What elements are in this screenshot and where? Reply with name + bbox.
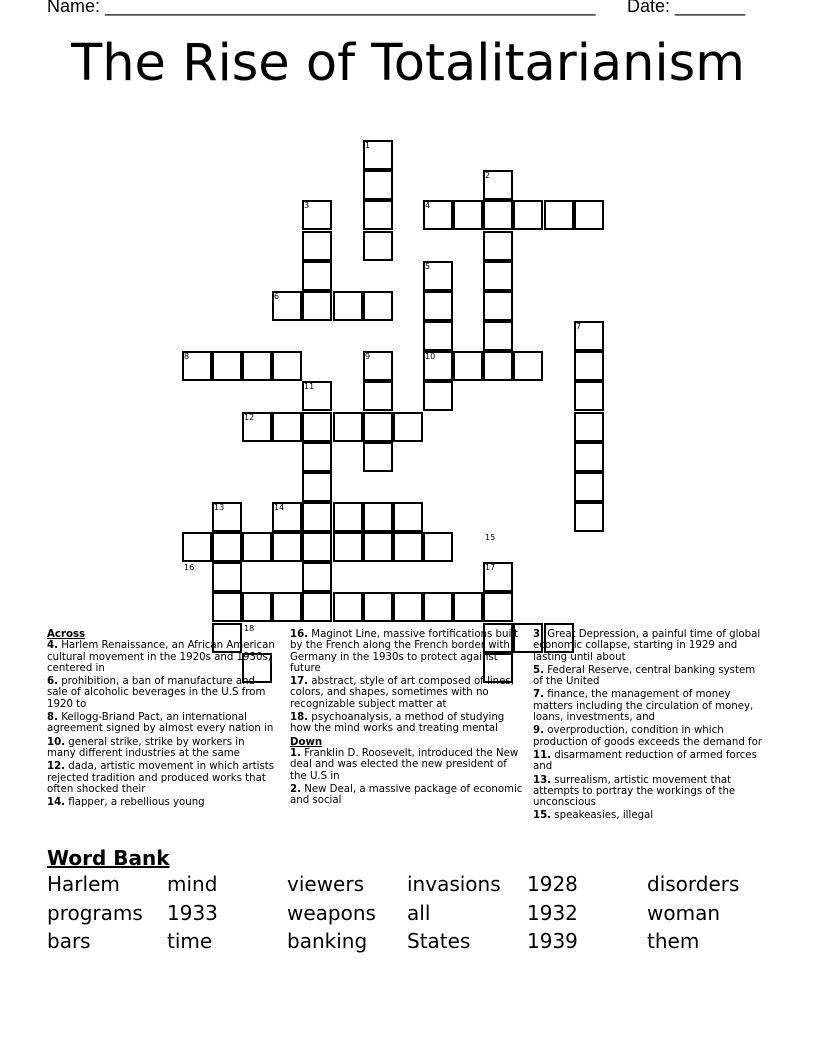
grid-cell[interactable] (393, 412, 423, 442)
clue-text: disarmament reduction of armed forces and (533, 749, 757, 773)
clues-column-3 (533, 629, 767, 824)
grid-cell[interactable] (453, 592, 483, 622)
grid-cell[interactable] (574, 502, 604, 532)
grid-cell[interactable] (363, 592, 393, 622)
grid-cell[interactable] (423, 532, 453, 562)
word-bank-title: Word Bank (47, 846, 170, 870)
word-bank-word: invasions (407, 872, 501, 896)
clue (290, 784, 524, 807)
clue-number-label: 8. (47, 712, 58, 724)
grid-cell[interactable] (272, 412, 302, 442)
grid-cell[interactable] (302, 472, 332, 502)
word-bank-word: programs (47, 901, 143, 925)
grid-cell[interactable] (483, 592, 513, 622)
clue-number: 1 (365, 141, 371, 150)
grid-cell[interactable] (393, 532, 423, 562)
clue (290, 629, 524, 674)
grid-cell[interactable] (333, 412, 363, 442)
clue-text: abstract, style of art composed of lines, colors, and shapes, sometimes with no recognizable subject matter at (290, 676, 514, 710)
clue (533, 665, 767, 688)
grid-cell[interactable] (242, 532, 272, 562)
page-title: The Rise of Totalitarianism (71, 34, 745, 93)
grid-cell[interactable] (272, 532, 302, 562)
clue (290, 712, 524, 735)
grid-cell[interactable] (363, 532, 393, 562)
clue-number-label: 13. (533, 774, 552, 786)
clue-number: 18 (244, 624, 255, 633)
grid-cell[interactable] (302, 502, 332, 532)
grid-cell[interactable] (544, 200, 574, 230)
grid-cell[interactable] (363, 442, 393, 472)
word-bank-word: all (407, 901, 431, 925)
grid-cell[interactable] (212, 562, 242, 592)
clue (533, 689, 767, 723)
clue-number: 7 (576, 322, 582, 331)
grid-cell[interactable] (302, 562, 332, 592)
clue-number-label: 18. (290, 712, 309, 724)
grid-cell[interactable] (212, 592, 242, 622)
grid-cell[interactable] (513, 200, 543, 230)
clue-number: 13 (214, 503, 225, 512)
grid-cell[interactable] (423, 291, 453, 321)
grid-cell[interactable] (363, 502, 393, 532)
clue-text: psychoanalysis, a method of studying how the mind works and treating mental (290, 712, 505, 735)
grid-cell[interactable] (574, 442, 604, 472)
grid-cell[interactable] (302, 532, 332, 562)
clue (290, 676, 524, 710)
grid-cell[interactable] (363, 291, 393, 321)
clue-text: finance, the management of money matters including the circulation of money, loans, investments, and (533, 689, 754, 724)
word-bank-word: 1928 (527, 872, 578, 896)
grid-cell[interactable] (574, 381, 604, 411)
grid-cell[interactable] (483, 321, 513, 351)
word-bank-word: 1933 (167, 901, 218, 925)
clues-column-2 (290, 629, 524, 808)
clue-text: flapper, a rebellious young (65, 797, 205, 809)
clue (533, 775, 767, 809)
clue-number-label: 15. (533, 810, 552, 822)
grid-cell[interactable] (272, 592, 302, 622)
clue-text: Great Depression, a painful time of global economic collapse, starting in 1929 and lasting until about (533, 629, 761, 663)
clue (533, 725, 767, 748)
word-bank-word: 1939 (527, 929, 578, 953)
clue-number-label: 5. (533, 664, 544, 676)
grid-cell[interactable] (182, 532, 212, 562)
grid-cell[interactable] (212, 351, 242, 381)
clue-number-label: 7. (533, 689, 544, 701)
clue (47, 737, 275, 760)
grid-cell[interactable] (513, 351, 543, 381)
grid-cell[interactable] (483, 200, 513, 230)
grid-cell[interactable] (212, 532, 242, 562)
clue-text: Maginot Line, massive fortifications built by the French along the French border with Germany in the 1930s to protect against future (290, 629, 519, 674)
clue-number-label: 1. (290, 747, 301, 759)
word-bank-word: viewers (287, 872, 365, 896)
grid-cell[interactable] (333, 502, 363, 532)
grid-cell[interactable] (363, 200, 393, 230)
clue-number-label: 16. (290, 629, 309, 640)
grid-cell[interactable] (302, 291, 332, 321)
clue-text: prohibition, a ban of manufacture and sale of alcoholic beverages in the U.S from 1920 to (47, 676, 266, 710)
grid-cell[interactable] (302, 592, 332, 622)
grid-cell[interactable] (423, 321, 453, 351)
clue-number-label: 12. (47, 761, 66, 773)
grid-cell[interactable] (363, 412, 393, 442)
grid-cell[interactable] (423, 592, 453, 622)
clue-number: 4 (425, 201, 431, 210)
clue-number-label: 17. (290, 676, 309, 688)
grid-cell[interactable] (453, 200, 483, 230)
grid-cell[interactable] (574, 200, 604, 230)
grid-cell[interactable] (242, 351, 272, 381)
grid-cell[interactable] (483, 351, 513, 381)
grid-cell[interactable] (483, 231, 513, 261)
grid-cell[interactable] (242, 592, 272, 622)
clue-text: Kellogg-Briand Pact, an international agreement signed by almost every nation in (47, 712, 274, 735)
clue-number: 14 (274, 503, 285, 512)
clue-text: dada, artistic movement in which artists rejected tradition and produced works that often shocked their (47, 761, 275, 795)
clue (47, 676, 275, 710)
clue (47, 761, 275, 795)
clue-number-label: 3. (533, 629, 544, 640)
grid-cell[interactable] (574, 472, 604, 502)
grid-cell[interactable] (453, 351, 483, 381)
word-bank-word: weapons (287, 901, 376, 925)
clue (533, 750, 767, 773)
grid-cell[interactable] (302, 231, 332, 261)
grid-cell[interactable] (363, 170, 393, 200)
word-bank-word: Harlem (47, 872, 120, 896)
grid-cell[interactable] (302, 412, 332, 442)
word-bank-word: them (647, 929, 700, 953)
grid-cell[interactable] (302, 261, 332, 291)
clue (533, 629, 767, 663)
clue-number: 9 (365, 352, 371, 361)
grid-cell[interactable] (393, 592, 423, 622)
clue-text: Franklin D. Roosevelt, introduced the New deal and was elected the new president of the U.S in (290, 747, 519, 782)
clue-number: 2 (485, 171, 491, 180)
word-bank-word: disorders (647, 872, 740, 896)
clue-text: New Deal, a massive package of economic and social (290, 783, 523, 807)
clue-number-label: 10. (47, 736, 66, 748)
grid-cell[interactable] (333, 592, 363, 622)
clue-number: 8 (184, 352, 190, 361)
clue-number: 3 (304, 201, 310, 210)
clue-text: Federal Reserve, central banking system of the United (533, 664, 756, 688)
grid-cell[interactable] (363, 231, 393, 261)
clue-number: 16 (184, 563, 195, 572)
clue (47, 640, 275, 674)
grid-cell[interactable] (272, 351, 302, 381)
clue-text: overproduction, condition in which production of goods exceeds the demand for (533, 725, 763, 748)
clue-number: 11 (304, 382, 315, 391)
clue-text: surrealism, artistic movement that attempts to portray the workings of the unconscious (533, 774, 736, 809)
clue-number: 6 (274, 292, 280, 301)
clue-number-label: 2. (290, 783, 301, 795)
clue-number-label: 11. (533, 749, 552, 761)
date-field-label: Date: _______ (627, 0, 746, 16)
grid-cell[interactable] (483, 261, 513, 291)
clue (47, 712, 275, 735)
clue-text: general strike, strike by workers in many different industries at the same (47, 736, 245, 759)
word-bank-word: time (167, 929, 213, 953)
grid-cell[interactable] (423, 381, 453, 411)
grid-cell[interactable] (393, 502, 423, 532)
grid-cell[interactable] (333, 291, 363, 321)
word-bank-word: States (407, 929, 471, 953)
clue (533, 810, 767, 821)
word-bank-word: bars (47, 929, 91, 953)
clue-text: Harlem Renaissance, an African American cultural movement in the 1920s and 1930s, centered in (47, 640, 275, 674)
down-heading: Down (290, 736, 323, 748)
clues-column-1 (47, 629, 275, 810)
grid-cell[interactable] (574, 351, 604, 381)
clue-number: 10 (425, 352, 436, 361)
clue-text: speakeasies, illegal (551, 810, 654, 822)
grid-cell[interactable] (333, 532, 363, 562)
word-bank-word: woman (647, 901, 721, 925)
clue (47, 797, 275, 808)
clue-number: 12 (244, 413, 255, 422)
grid-cell[interactable] (574, 412, 604, 442)
clue-number: 15 (485, 533, 496, 542)
clue-number: 5 (425, 262, 431, 271)
grid-cell[interactable] (363, 381, 393, 411)
grid-cell[interactable] (302, 442, 332, 472)
clue-number: 17 (485, 563, 496, 572)
name-field-label: Name: _________________________________________________ (47, 0, 596, 16)
clue-number-label: 4. (47, 640, 58, 652)
across-heading: Across (47, 629, 86, 640)
word-bank-word: banking (287, 929, 368, 953)
word-bank-word: mind (167, 872, 218, 896)
clue-number-label: 6. (47, 676, 58, 688)
clue (290, 748, 524, 782)
clue-number-label: 14. (47, 797, 66, 809)
clue-number-label: 9. (533, 725, 544, 737)
word-bank-word: 1932 (527, 901, 578, 925)
grid-cell[interactable] (483, 291, 513, 321)
